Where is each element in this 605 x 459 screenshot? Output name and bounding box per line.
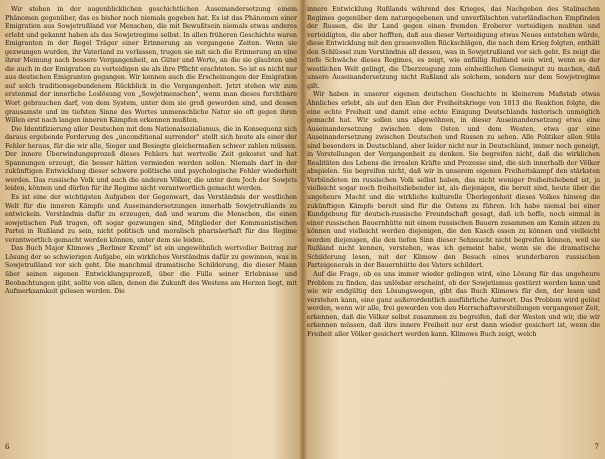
page-number: 6 [5,443,10,451]
paragraph: Das Buch Major Klimows „Berliner Kreml" ist ein ungewöhnlich wertvoller Beitrag zur Lösung der so schwierigen Aufgabe, ein wirkliches Verständnis dafür zu gewinnen, was in Sowjetrußland vor sich geht. Die manchmal dramatische Schilderung, die dieser Mann über seinen eigenen Entwicklungsprozeß, über die Fülle seiner Erlebnisse und Beobachtungen gibt, sollte von allen, denen die Zukunft des Westens am Herzen liegt, mit Aufmerksamkeit gelesen werden. Die [5,244,297,296]
page-number: 7 [594,443,599,451]
paragraph: Auf die Frage, ob es uns immer wieder gelingen wird, eine Lösung für das ungeheure Problem zu finden, das unlösbar erscheint, ob der Sowjetismus gestürzt werden kann und wie wir endgültig den Lösungswegen, gibt das Buch Klimows für den, der lesen und verstehen kann, eine ganz außerordentlich ausführliche Antwort. Das Problem wird gelöst werden, wenn wir alle, frei geworden von den Herrschaftsvorstellungen vergangener Zeit, erkennen, daß die Völker selbst zusammen zu begreifen, daß der Westen und wir, die wir erkennen müssen, daß ihre innere Freiheit nur erst dann wieder gesichert ist, wenn die Freiheit aller Völker gesichert werden kann. Klimows Buch zeigt, welch [307,269,600,338]
left-page [0,2,302,457]
paragraph: Wir stehen in der augenblicklichen geschichtlichen Auseinandersetzung einem Phänomen gegenüber, das es bisher noch niemals gegeben hat. Es ist das Phänomen einer Emigration aus Sowjetrußland vor Menschen, die mit Bewußtsein niemals etwas anderes erlebt und gekannt haben als das Sowjetregime selbst. In allen früheren Geschichte waren Emigranten in der Regel Träger einer Erinnerung an vergangene Zeiten. Wenn sie gezwungen wurden, ihr Vaterland zu verlassen, trugen sie mit sich die Erinnerung an eine ihrer Meinung nach bessere Vergangenheit, an Güter und Werte, an die sie glaubten und die auch in der Emigration zu verteidigen sie als ihre Pflicht erachteten. So ist es nicht nur aus deutschen Emigranten gegangen. Wir kennen auch die Erscheinungen der Emigration auf solch traditionsgebundenem Rückblick in die Vergangenheit. Jetzt stehen wir zum erstenmal der innerliche Loslösung von „Sowjetmenschen", wenn man dieses furchtbare Wort gebrauchen darf, von dem System, unter dem sie groß geworden sind, und dessen grausamste und im tiefsten Sinne des Wortes unmenschliche Natur sie oft gegen ihren Willen erst nach langen inneren Kämpfen erkennen mußten. [5,5,297,125]
paragraph: Wir haben in unserer eigenen deutschen Geschichte in kleinerem Maßstab etwas Ähnliches erlebt, als auf den Elan der Freiheitskriege von 1813 die Reaktion folgte, die eine echte Freiheit und damit eine echte Einigung Deutschlands historisch unmöglich gemacht hat. Wir sollen uns abgewöhnen, in dieser Auseinandersetzung etwa eine Auseinandersetzung zwischen dem Osten und dem Westen, etwa gar eine Auseinandersetzung zwischen Deutschen und Russen zu sehen. Alle Politiker allen Stils sind besonders in Deutschland, aber leider nicht nur in Deutschland, immer noch geneigt, in Vorstellungen der Vergangenheit zu denken. Sie begreifen nicht, daß die wirklichen Realitäten des Lebens die irrealen Kräfte und Prozesse sind, die sich innerhalb der Völker abspielen. Sie begreifen nicht, daß wir in unserem eigenen Freiheitskampf den stärksten Verbündeten im russischen Volk selbst haben, das nicht weniger freiheitsliebend ist, ja vielleicht sogar noch freiheitsliebender ist, als diejenigen, die bereit sind, heute über die ungeheure Macht und die wirkliche kulturelle Überlegenheit dieses Volkes hinweg die zukünftigen Kämpfe bereit sind für die Ostens zu führen. Ich habe niemal bei einer Kundgebung für deutsch-russische Freundschaft gesagt, daß ich hoffe, noch einmal in einer russischen Bauernhütte mit einem russischen Bauern zusammen am Kamin sitzen zu können und vielleicht werden diejenigen, die den Kasch essen zu können und vielleicht werden diejenigen, die den tiefen Sinn dieser Sehnsucht nicht begreifen können, weil sie Rußland nicht kennen, verstehen, was ich gemeint habe, wenn sie die dramatische Schilderung lesen, mit der Klimow den Besuch eines wunderbaren russischen Parteigenerals in der Bauernhütte des Vaters schildert. [307,90,600,270]
paragraph: Es ist eine der wichtigsten Aufgaben der Gegenwart, das Verständnis der westlichen Welt für die inneren Kämpfe und Auseinandersetzungen innerhalb Sowjetrußlands zu entwickeln. Verständnis dafür zu erzeugen, daß und warum die Menschen, die einen sowjetischen Paß tragen, oft sogar gezwungen sind, Mitglieder der Kommunistischen Partei in Rußland zu sein, nicht politisch und moralisch pharisäerhaft für das Regime verantwortlich gemacht werden können, unter dem sie leiden. [5,193,297,244]
paragraph: Die Identifizierung aller Deutschen mit dem Nationalsozialismus, die in Konsequenz sich daraus ergebende Forderung des „unconditional surrender" stellt sich heute als einer der Fehler heraus, für die wir alle, Sieger und Besiegte gleichermaßen schwer zahlen müssen. Der innere Überwindungsprozeß dieses Fehlers hat wertvolle Zeit gekostet und hat Spannungen erzeugt, die besser hätten vermieden werden sollen. Niemals darf in der zukünftigen Entwicklung dieser schwere politische und psychologische Fehler wiederholt werden. Das russische Volk und auch die anderen Völker, die unter dem Joch der Sowjets leiden, können und dürfen für ihr Regime nicht verantwortlich gemacht werden. [5,124,297,193]
paragraph: innere Entwicklung Rußlands während des Krieges, das Nachgeben des Stalinschen Regimes gegenüber dem naturgegebenen und unverfälschten vaterländischen Empfinden der Russen, die ihr Land gegen einen fremden Eroberer verteidigen mußten und verteidigten, die aber hofften, daß aus dieser Verteidigung etwas Neues entstehen würde, diese Entwicklung mit den grauenvollen Rückschlägen, die nach dem Krieg folgten, enthält den Schlüssel zum Verständnis all dessen, was in Sowjetrußland vor sich geht. Es zeigt die tiefe Schwäche dieses Regimes, es zeigt, wie anfällig Rußland sein wird, wenn es der westlichen Welt gelingt, die Überzeugung zum einheitlichen Gemeingut zu machen, daß unsere Auseinandersetzung nicht Rußland als solchem, sondern nur dem Sowjetregime gilt. [307,5,600,90]
left-page-text [5,5,297,296]
right-page [303,2,605,457]
right-page-text [307,5,600,338]
